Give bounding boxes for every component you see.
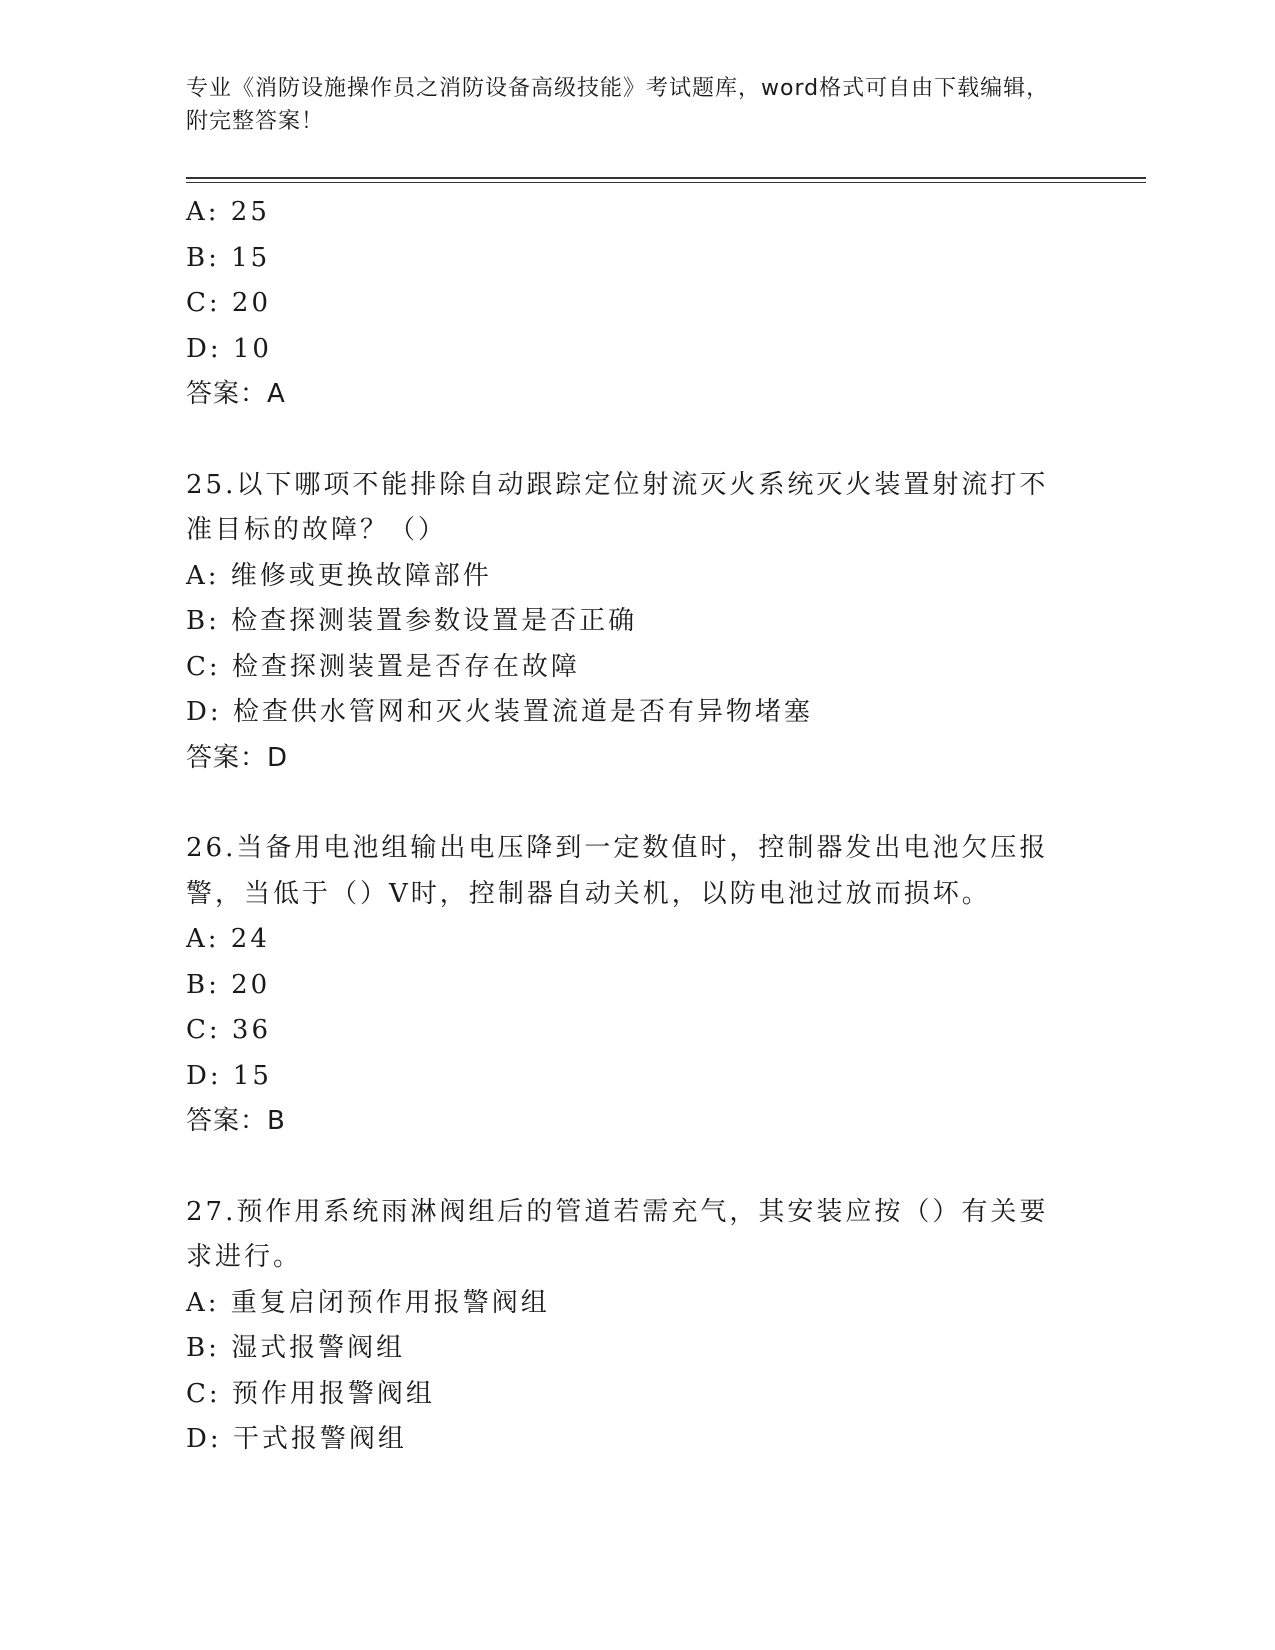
option-d: D: 干式报警阀组 bbox=[186, 1424, 407, 1454]
answer-line: 答案：B bbox=[186, 1106, 286, 1136]
answer-line: 答案：A bbox=[186, 379, 286, 409]
question-27 bbox=[186, 1190, 1066, 1463]
option-d: D: 15 bbox=[186, 1060, 272, 1091]
option-d: D: 10 bbox=[186, 333, 272, 364]
header-rule-thick bbox=[186, 177, 1146, 179]
option-b: B: 20 bbox=[186, 969, 271, 1000]
document-header: 专业《消防设施操作员之消防设备高级技能》考试题库，word格式可自由下载编辑，附完整答案！ bbox=[186, 76, 1050, 134]
option-a: A: 24 bbox=[186, 924, 270, 954]
option-b: B: 湿式报警阀组 bbox=[186, 1333, 406, 1363]
option-c: C: 预作用报警阀组 bbox=[186, 1378, 435, 1409]
question-stem: 26.当备用电池组输出电压降到一定数值时，控制器发出电池欠压报警，当低于（）V时，控制器自动关机，以防电池过放而损坏。 bbox=[186, 833, 1049, 909]
question-stem: 25.以下哪项不能排除自动跟踪定位射流灭火系统灭火装置射流打不准目标的故障？（） bbox=[186, 469, 1049, 545]
option-b: B: 15 bbox=[186, 242, 271, 273]
option-a: A: 重复启闭预作用报警阀组 bbox=[186, 1287, 550, 1318]
question-24-continued bbox=[186, 190, 1066, 418]
option-a: A: 维修或更换故障部件 bbox=[186, 560, 492, 591]
option-d: D: 检查供水管网和灭火装置流道是否有异物堵塞 bbox=[186, 697, 813, 727]
answer-line: 答案：D bbox=[186, 742, 289, 773]
question-stem: 27.预作用系统雨淋阀组后的管道若需充气，其安装应按（）有关要求进行。 bbox=[186, 1196, 1049, 1272]
option-c: C: 36 bbox=[186, 1015, 272, 1045]
option-b: B: 检查探测装置参数设置是否正确 bbox=[186, 606, 638, 636]
option-c: C: 检查探测装置是否存在故障 bbox=[186, 651, 580, 682]
document-body bbox=[186, 190, 1066, 1463]
header-rule-thin bbox=[186, 182, 1146, 183]
question-25 bbox=[186, 463, 1066, 782]
question-26 bbox=[186, 826, 1066, 1145]
option-a: A: 25 bbox=[186, 197, 270, 227]
option-c: C: 20 bbox=[186, 288, 272, 318]
